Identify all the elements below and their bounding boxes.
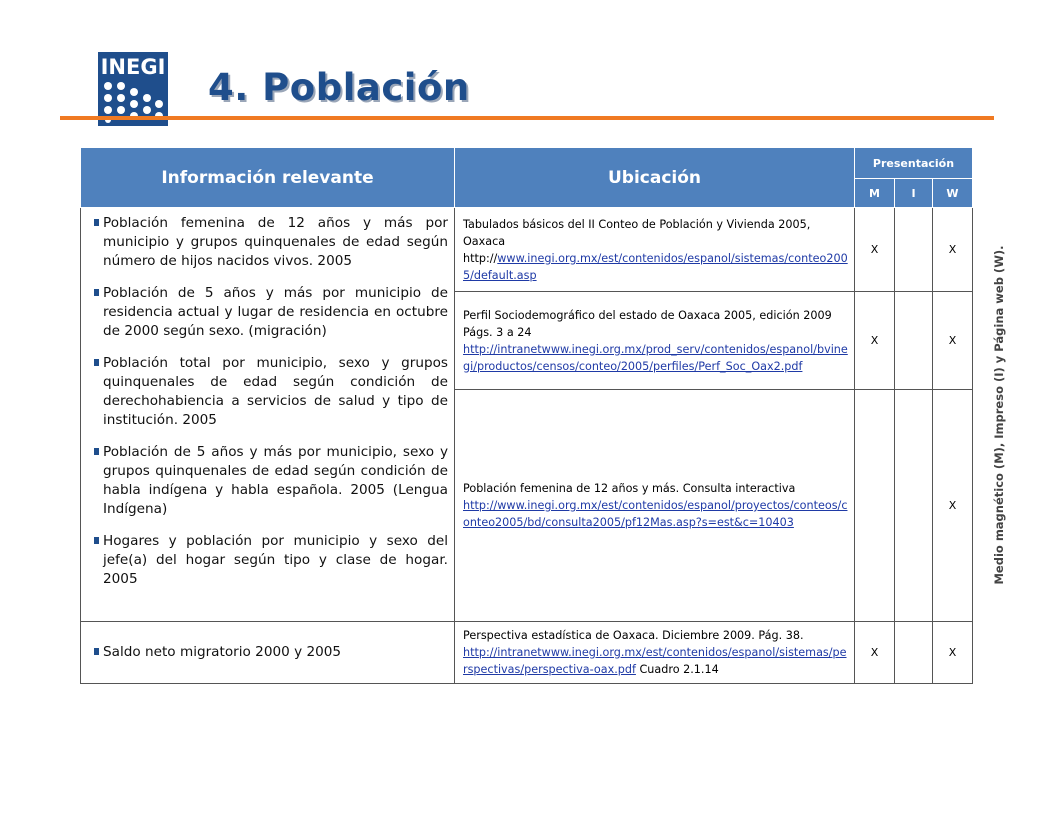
- population-table: [80, 147, 973, 684]
- ubicacion-cell: Perspectiva estadística de Oaxaca. Diciembre 2009. Pág. 38. http://intranetwww.inegi.org.mx/est/contenidos/espanol/sistemas/perspectivas/perspectiva-oax.pdf Cuadro 2.1.14: [455, 622, 855, 684]
- info-item: Población femenina de 12 años y más por municipio y grupos quinquenales de edad según número de hijos nacidos vivos. 2005: [103, 215, 448, 269]
- cell-w: X: [933, 390, 973, 622]
- cell-m: X: [855, 292, 895, 390]
- info-item: Hogares y población por municipio y sexo del jefe(a) del hogar según tipo y clase de hogar. 2005: [103, 533, 448, 587]
- cell-m: X: [855, 208, 895, 292]
- cell-m: [855, 390, 895, 622]
- source-link[interactable]: http://www.inegi.org.mx/est/contenidos/espanol/proyectos/conteos/conteo2005/bd/consulta2005/pf12Mas.asp?s=est&c=10403: [463, 499, 848, 529]
- legend-text: Medio magnético (M), Impreso (I) y Página web (W).: [992, 245, 1006, 585]
- source-link[interactable]: www.inegi.org.mx/est/contenidos/espanol/sistemas/conteo2005/default.asp: [463, 251, 848, 282]
- info-group-2: [81, 622, 455, 684]
- ubicacion-cell: Población femenina de 12 años y más. Consulta interactiva http://www.inegi.org.mx/est/contenidos/espanol/proyectos/conteos/conteo2005/bd/consulta2005/pf12Mas.asp?s=est&c=10403: [455, 390, 855, 622]
- info-item: Saldo neto migratorio 2000 y 2005: [103, 643, 448, 662]
- info-item: Población de 5 años y más por municipio de residencia actual y lugar de residencia en octubre de 2000 según sexo. (migración): [103, 285, 448, 339]
- ubicacion-cell: Perfil Sociodemográfico del estado de Oaxaca 2005, edición 2009 Págs. 3 a 24 http://intranetwww.inegi.org.mx/prod_serv/contenidos/espanol/bvinegi/productos/censos/conteo/2005/perfiles/Perf_Soc_Oax2.pdf: [455, 292, 855, 390]
- cell-i: [895, 390, 933, 622]
- page-title: 4. Población: [208, 66, 470, 109]
- cell-w: X: [933, 208, 973, 292]
- cell-i: [895, 622, 933, 684]
- header-presentacion: Presentación: [855, 148, 973, 179]
- info-item: Población total por municipio, sexo y grupos quinquenales de edad según condición de derechohabiencia a servicios de salud y tipo de institución. 2005: [103, 355, 448, 428]
- ubicacion-cell: Tabulados básicos del II Conteo de Población y Vivienda 2005, Oaxaca http://www.inegi.org.mx/est/contenidos/espanol/sistemas/conteo2005/default.asp: [455, 208, 855, 292]
- header-m: M: [855, 179, 895, 208]
- cell-w: X: [933, 292, 973, 390]
- header-info: Información relevante: [81, 148, 455, 208]
- cell-m: X: [855, 622, 895, 684]
- info-item: Población de 5 años y más por municipio, sexo y grupos quinquenales de edad según condición de habla indígena y habla española. 2005 (Lengua Indígena): [103, 444, 448, 517]
- source-link[interactable]: http://intranetwww.inegi.org.mx/est/contenidos/espanol/sistemas/perspectivas/perspectiva-oax.pdf: [463, 646, 847, 676]
- header-ubicacion: Ubicación: [455, 148, 855, 208]
- info-group-1: [81, 208, 455, 622]
- header-w: W: [933, 179, 973, 208]
- title-divider: [60, 116, 994, 120]
- cell-i: [895, 292, 933, 390]
- header-i: I: [895, 179, 933, 208]
- source-link[interactable]: http://intranetwww.inegi.org.mx/prod_serv/contenidos/espanol/bvinegi/productos/censos/conteo/2005/perfiles/Perf_Soc_Oax2.pdf: [463, 342, 848, 373]
- presentation-legend: [992, 245, 1006, 585]
- cell-w: X: [933, 622, 973, 684]
- cell-i: [895, 208, 933, 292]
- inegi-logo: [98, 52, 168, 126]
- logo-text: INEGI: [100, 55, 166, 79]
